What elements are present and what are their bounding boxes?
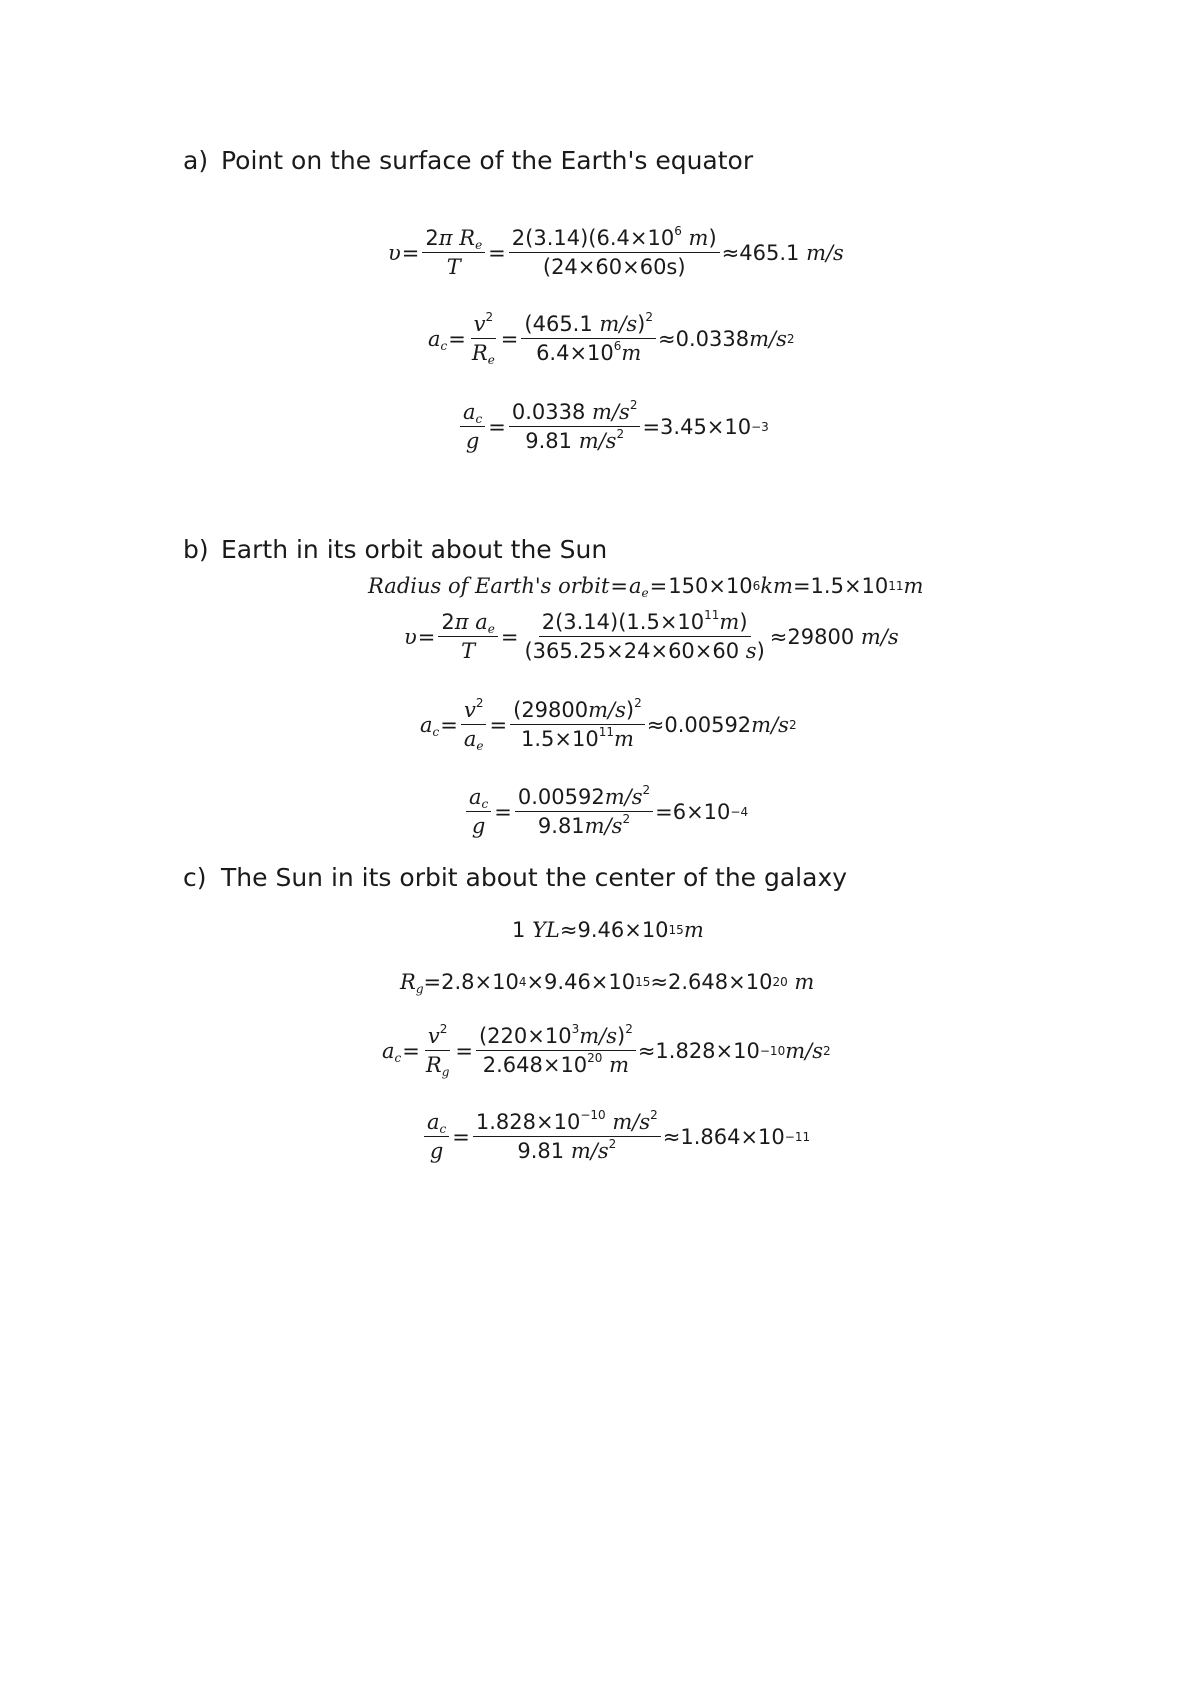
equation-c-lightyear: 1 YL ≈9.46×10 15 m bbox=[512, 918, 704, 942]
equation-b-velocity: υ = $\frac{2\pi a_e}{T}$ = $\frac{2(3.14)(1.5\times 10^{11}m)}{(365.25\times 24\times 60\times 60 s)}$ ≈29800 m/s bbox=[404, 608, 899, 664]
section-label: b) bbox=[183, 535, 209, 564]
section-a-heading bbox=[183, 148, 753, 173]
section-title: The Sun in its orbit about the center of the galaxy bbox=[221, 863, 848, 892]
equation-b-ratio: $\frac{a_c}{g}$ = $\frac{0.00592m/s^2}{9.81m/s^2}$ =6×10 −4 bbox=[464, 785, 748, 838]
section-title: Earth in its orbit about the Sun bbox=[221, 535, 608, 564]
equation-c-acceleration: $a_c$ = $\frac{v^2}{R_g}$ = $\frac{(220\times 10^3m/s)^2}{2.648\times 10^{20} m}$ ≈1.828×10 −10 m/s 2 bbox=[382, 1022, 831, 1080]
equation-a-acceleration: $a_c$ = $\frac{v^2}{R_e}$ = $\frac{(465.1 m/s)^2}{6.4\times 10^6m}$ ≈0.0338 m/s 2 bbox=[428, 310, 795, 368]
equation-a-velocity: υ = $\frac{2\pi R_e}{T}$ = $\frac{2(3.14)(6.4\times 10^6 m)}{(24\times 60\times 60s)}$ ≈465.1 m/s bbox=[388, 224, 844, 280]
section-label: c) bbox=[183, 863, 207, 892]
equation-b-acceleration: $a_c$ = $\frac{v^2}{a_e}$ = $\frac{(29800m/s)^2}{1.5\times 10^{11}m}$ ≈0.00592 m/s 2 bbox=[420, 696, 797, 754]
equation-c-radius: $R_g$ =2.8×10 4 ×9.46×10 15 ≈2.648×10 20 m bbox=[400, 970, 815, 996]
section-c-heading bbox=[183, 865, 847, 890]
equation-b-radius: Radius of Earth's orbit = $a_e$ = 150×10 6 km =1.5×10 11 m bbox=[368, 574, 924, 600]
section-title: Point on the surface of the Earth's equator bbox=[221, 146, 754, 175]
equation-a-ratio: $\frac{a_c}{g}$ = $\frac{0.0338 m/s^2}{9.81 m/s^2}$ =3.45×10 −3 bbox=[458, 400, 769, 453]
section-label: a) bbox=[183, 146, 209, 175]
section-b-heading bbox=[183, 537, 607, 562]
equation-c-ratio: $\frac{a_c}{g}$ = $\frac{1.828\times 10^{-10} m/s^2}{9.81 m/s^2}$ ≈1.864×10 −11 bbox=[422, 1110, 810, 1163]
